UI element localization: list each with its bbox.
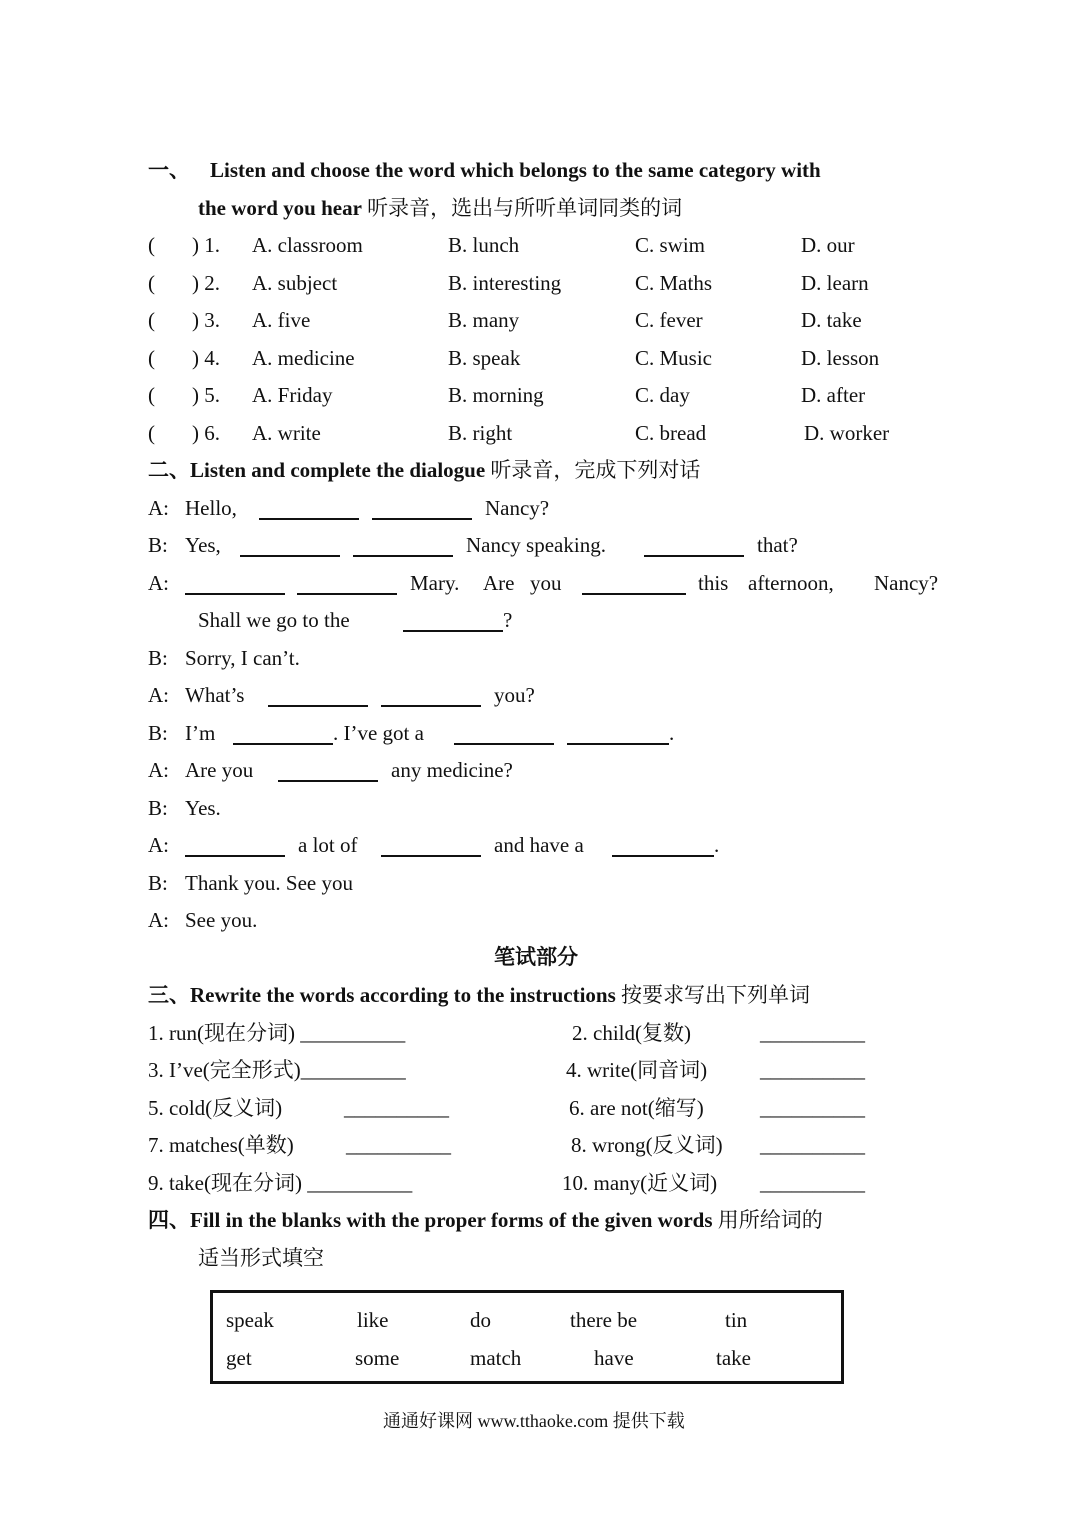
word-bank-word: like (357, 1308, 389, 1332)
answer-blank[interactable] (612, 835, 714, 857)
answer-blank[interactable] (353, 535, 453, 557)
question-number: ) 4. (192, 346, 220, 370)
section4-title-cn: 用所给词的 (717, 1208, 823, 1232)
rewrite-item: 3. I’ve(完全形式)__________ (148, 1058, 406, 1082)
dialogue-text: . I’ve got a (333, 721, 424, 745)
section2-number: 二、 (148, 458, 190, 482)
section2-title-en: Listen and complete the dialogue (190, 458, 486, 482)
answer-blank[interactable] (240, 535, 340, 557)
option-a: A. Friday (252, 383, 333, 407)
option-c: C. day (635, 383, 690, 407)
option-b: B. many (448, 308, 520, 332)
dialogue-text: this (698, 571, 729, 595)
rewrite-blank[interactable]: __________ (346, 1133, 451, 1157)
speaker-label: A: (148, 833, 169, 857)
written-section-heading: 笔试部分 (494, 945, 578, 969)
dialogue-text: and have a (494, 833, 584, 857)
option-a: A. medicine (252, 346, 355, 370)
rewrite-item: 6. are not(缩写) (569, 1096, 704, 1120)
section4-title-en: Fill in the blanks with the proper forms of the given words (190, 1208, 713, 1232)
option-a: A. five (252, 308, 311, 332)
footer-text: 通通好课网 www.tthaoke.com 提供下载 (383, 1411, 685, 1431)
dialogue-text: a lot of (298, 833, 358, 857)
option-c: C. bread (635, 421, 707, 445)
rewrite-blank[interactable]: __________ (344, 1096, 449, 1120)
option-b: B. morning (448, 383, 544, 407)
option-d: D. our (801, 233, 855, 257)
section1-number: 一、 (148, 158, 190, 182)
option-c: C. swim (635, 233, 706, 257)
option-b: B. right (448, 421, 513, 445)
answer-paren-open: ( (148, 383, 155, 407)
speaker-label: B: (148, 721, 168, 745)
answer-blank[interactable] (381, 685, 481, 707)
speaker-label: B: (148, 533, 168, 557)
option-b: B. speak (448, 346, 521, 370)
option-b: B. interesting (448, 271, 562, 295)
answer-paren-open: ( (148, 421, 155, 445)
word-bank-word: some (355, 1346, 400, 1370)
section3-number: 三、 (148, 983, 190, 1007)
question-number: ) 6. (192, 421, 220, 445)
answer-blank[interactable] (454, 723, 554, 745)
section1-title-en: the word you hear (198, 196, 362, 220)
option-d: D. after (801, 383, 866, 407)
dialogue-text: ? (503, 608, 513, 632)
option-b: B. lunch (448, 233, 520, 257)
dialogue-text: . (714, 833, 720, 857)
dialogue-text: Thank you. See you (185, 871, 353, 895)
rewrite-blank[interactable]: __________ (760, 1171, 865, 1195)
answer-paren-open: ( (148, 308, 155, 332)
answer-blank[interactable] (185, 835, 285, 857)
dialogue-text: Nancy? (874, 571, 939, 595)
speaker-label: A: (148, 571, 169, 595)
dialogue-text: Nancy? (485, 496, 550, 520)
speaker-label: A: (148, 683, 169, 707)
dialogue-text: Mary. (410, 571, 460, 595)
section3-title-cn: 按要求写出下列单词 (621, 983, 811, 1007)
rewrite-item: 4. write(同音词) (566, 1058, 708, 1082)
dialogue-text: that? (757, 533, 798, 557)
answer-blank[interactable] (644, 535, 744, 557)
answer-blank[interactable] (381, 835, 481, 857)
answer-blank[interactable] (297, 573, 397, 595)
word-bank-word: tin (725, 1308, 748, 1332)
option-a: A. subject (252, 271, 338, 295)
section3-heading (148, 982, 810, 1008)
option-c: C. Maths (635, 271, 713, 295)
section4-heading (148, 1207, 823, 1233)
question-number: ) 1. (192, 233, 220, 257)
dialogue-text: Yes. (185, 796, 221, 820)
speaker-label: B: (148, 796, 168, 820)
dialogue-text: . (669, 721, 675, 745)
rewrite-blank[interactable]: __________ (760, 1058, 865, 1082)
rewrite-item: 8. wrong(反义词) (571, 1133, 723, 1157)
dialogue-text: What’s (185, 683, 245, 707)
answer-blank[interactable] (567, 723, 669, 745)
speaker-label: B: (148, 871, 168, 895)
option-a: A. write (252, 421, 321, 445)
rewrite-blank[interactable]: __________ (760, 1021, 865, 1045)
question-number: ) 5. (192, 383, 220, 407)
rewrite-item: 2. child(复数) (572, 1021, 691, 1045)
section2-title-cn: 听录音，完成下列对话 (490, 458, 701, 482)
answer-blank[interactable] (233, 723, 333, 745)
answer-blank[interactable] (259, 498, 359, 520)
speaker-label: A: (148, 496, 169, 520)
dialogue-text: you (530, 571, 562, 595)
answer-blank[interactable] (185, 573, 285, 595)
dialogue-text: Sorry, I can’t. (185, 646, 300, 670)
answer-paren-open: ( (148, 346, 155, 370)
word-bank-word: there be (570, 1308, 638, 1332)
option-d: D. learn (801, 271, 869, 295)
speaker-label: B: (148, 646, 168, 670)
option-c: C. fever (635, 308, 703, 332)
dialogue-text: Are (483, 571, 515, 595)
speaker-label: A: (148, 758, 169, 782)
word-bank-word: have (594, 1346, 634, 1370)
answer-paren-open: ( (148, 271, 155, 295)
dialogue-text: Are you (185, 758, 254, 782)
dialogue-text: Hello, (185, 496, 237, 520)
word-bank-word: match (470, 1346, 522, 1370)
option-a: A. classroom (252, 233, 363, 257)
rewrite-blank[interactable]: __________ (760, 1096, 865, 1120)
section1-title-line1: Listen and choose the word which belongs to the same category with (210, 158, 821, 182)
answer-blank[interactable] (372, 498, 472, 520)
section2-heading (148, 457, 700, 483)
answer-blank[interactable] (278, 760, 378, 782)
option-d: D. lesson (801, 346, 880, 370)
dialogue-text: Shall we go to the (198, 608, 350, 632)
rewrite-item: 10. many(近义词) (562, 1171, 718, 1195)
answer-paren-open: ( (148, 233, 155, 257)
rewrite-blank[interactable]: __________ (760, 1133, 865, 1157)
section4-number: 四、 (148, 1208, 190, 1232)
dialogue-text: Yes, (185, 533, 221, 557)
word-bank-word: speak (226, 1308, 274, 1332)
question-number: ) 3. (192, 308, 220, 332)
rewrite-item: 7. matches(单数) (148, 1133, 294, 1157)
answer-blank[interactable] (403, 610, 503, 632)
option-d: D. worker (804, 421, 890, 445)
option-d: D. take (801, 308, 862, 332)
section1-title-cn: 听录音，选出与所听单词同类的词 (367, 196, 683, 220)
dialogue-text: you? (494, 683, 535, 707)
dialogue-text: I’m (185, 721, 216, 745)
word-bank-word: take (716, 1346, 751, 1370)
rewrite-item: 5. cold(反义词) (148, 1096, 283, 1120)
answer-blank[interactable] (582, 573, 686, 595)
section4-heading-cont: 适当形式填空 (198, 1246, 324, 1270)
word-bank-word: get (226, 1346, 252, 1370)
dialogue-text: afternoon, (748, 571, 834, 595)
section1-title-line2 (198, 195, 682, 221)
word-bank-word: do (470, 1308, 491, 1332)
question-number: ) 2. (192, 271, 220, 295)
dialogue-text: See you. (185, 908, 258, 932)
section3-title-en: Rewrite the words according to the instructions (190, 983, 616, 1007)
dialogue-text: Nancy speaking. (466, 533, 606, 557)
dialogue-text: any medicine? (391, 758, 513, 782)
speaker-label: A: (148, 908, 169, 932)
rewrite-item: 1. run(现在分词) __________ (148, 1021, 406, 1045)
option-c: C. Music (635, 346, 713, 370)
rewrite-item: 9. take(现在分词) __________ (148, 1171, 413, 1195)
answer-blank[interactable] (268, 685, 368, 707)
